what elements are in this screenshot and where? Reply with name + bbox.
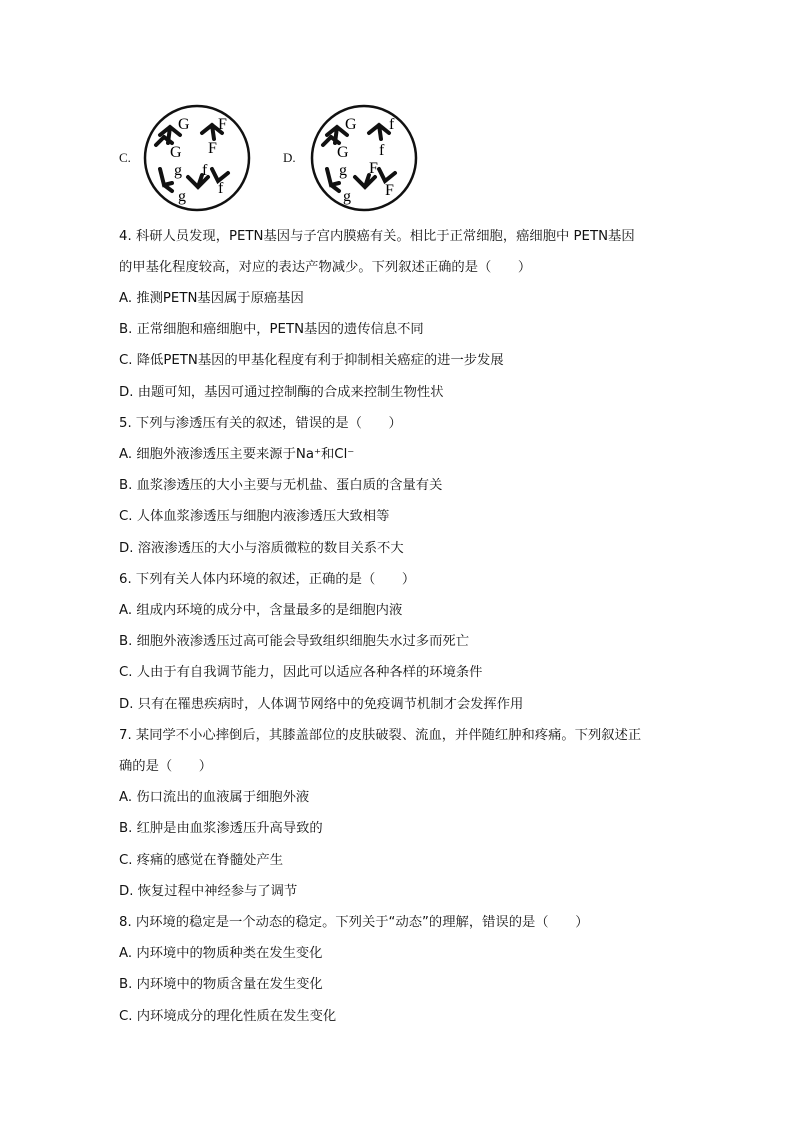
- q7-option-c: C. 疼痛的感觉在脊髓处产生: [119, 853, 284, 868]
- q8-option-c: C. 内环境成分的理化性质在发生变化: [119, 1009, 337, 1024]
- letter-c-1: G: [178, 116, 190, 133]
- letter-d-1: G: [345, 116, 357, 133]
- q7-option-d: D. 恢复过程中神经参与了调节: [119, 884, 298, 899]
- letter-d-3: G: [337, 144, 349, 161]
- q5-option-c: C. 人体血浆渗透压与细胞内液渗透压大致相等: [119, 509, 390, 524]
- q8-option-a: A. 内环境中的物质种类在发生变化: [119, 946, 323, 961]
- q8-stem: 8. 内环境的稳定是一个动态的稳定。下列关于“动态”的理解，错误的是（ ）: [119, 915, 589, 930]
- q5-option-d: D. 溶液渗透压的大小与溶质微粒的数目关系不大: [119, 541, 404, 556]
- cell-diagram-d: [309, 103, 419, 213]
- q4-option-a: A. 推测PETN基因属于原癌基因: [119, 291, 304, 306]
- figure-c-label: C.: [119, 150, 131, 165]
- q4-option-c: C. 降低PETN基因的甲基化程度有利于抑制相关癌症的进一步发展: [119, 353, 504, 368]
- letter-c-4: F: [208, 140, 217, 157]
- letter-c-2: F: [218, 116, 227, 133]
- letter-c-6: f: [202, 162, 208, 179]
- letter-d-7: g: [343, 188, 351, 205]
- q4-stem-line-1: 4. 科研人员发现，PETN基因与子宫内膜癌有关。相比于正常细胞，癌细胞中 PETN基因: [119, 229, 635, 244]
- q6-option-b: B. 细胞外液渗透压过高可能会导致组织细胞失水过多而死亡: [119, 634, 469, 649]
- figure-d-label: D.: [283, 150, 296, 165]
- letter-d-4: f: [379, 142, 385, 159]
- q7-stem-line-2: 确的是（ ）: [119, 759, 213, 774]
- q7-stem-line-1: 7. 某同学不小心摔倒后，其膝盖部位的皮肤破裂、流血，并伴随红肿和疼痛。下列叙述正: [119, 728, 642, 743]
- letter-d-5: g: [339, 162, 347, 179]
- cell-diagram-c: [142, 103, 252, 213]
- q4-option-d: D. 由题可知，基因可通过控制酶的合成来控制生物性状: [119, 385, 444, 400]
- letter-c-5: g: [174, 162, 182, 179]
- letter-c-3: G: [170, 144, 182, 161]
- q7-option-a: A. 伤口流出的血液属于细胞外液: [119, 790, 310, 805]
- q6-option-a: A. 组成内环境的成分中，含量最多的是细胞内液: [119, 603, 403, 618]
- letter-d-8: F: [385, 182, 394, 199]
- q5-option-a: A. 细胞外液渗透压主要来源于Na⁺和Cl⁻: [119, 447, 355, 462]
- letter-d-2: f: [389, 116, 395, 133]
- q6-option-d: D. 只有在罹患疾病时，人体调节网络中的免疫调节机制才会发挥作用: [119, 697, 524, 712]
- q5-stem: 5. 下列与渗透压有关的叙述，错误的是（ ）: [119, 416, 402, 431]
- letter-c-7: g: [178, 188, 186, 205]
- q8-option-b: B. 内环境中的物质含量在发生变化: [119, 977, 323, 992]
- q4-stem-line-2: 的甲基化程度较高，对应的表达产物减少。下列叙述正确的是（ ）: [119, 260, 532, 275]
- q4-option-b: B. 正常细胞和癌细胞中，PETN基因的遗传信息不同: [119, 322, 424, 337]
- letter-d-6: F: [369, 160, 378, 177]
- q5-option-b: B. 血浆渗透压的大小主要与无机盐、蛋白质的含量有关: [119, 478, 443, 493]
- q6-option-c: C. 人由于有自我调节能力，因此可以适应各种各样的环境条件: [119, 665, 483, 680]
- q7-option-b: B. 红肿是由血浆渗透压升高导致的: [119, 821, 323, 836]
- letter-c-8: f: [218, 180, 224, 197]
- q6-stem: 6. 下列有关人体内环境的叙述，正确的是（ ）: [119, 572, 416, 587]
